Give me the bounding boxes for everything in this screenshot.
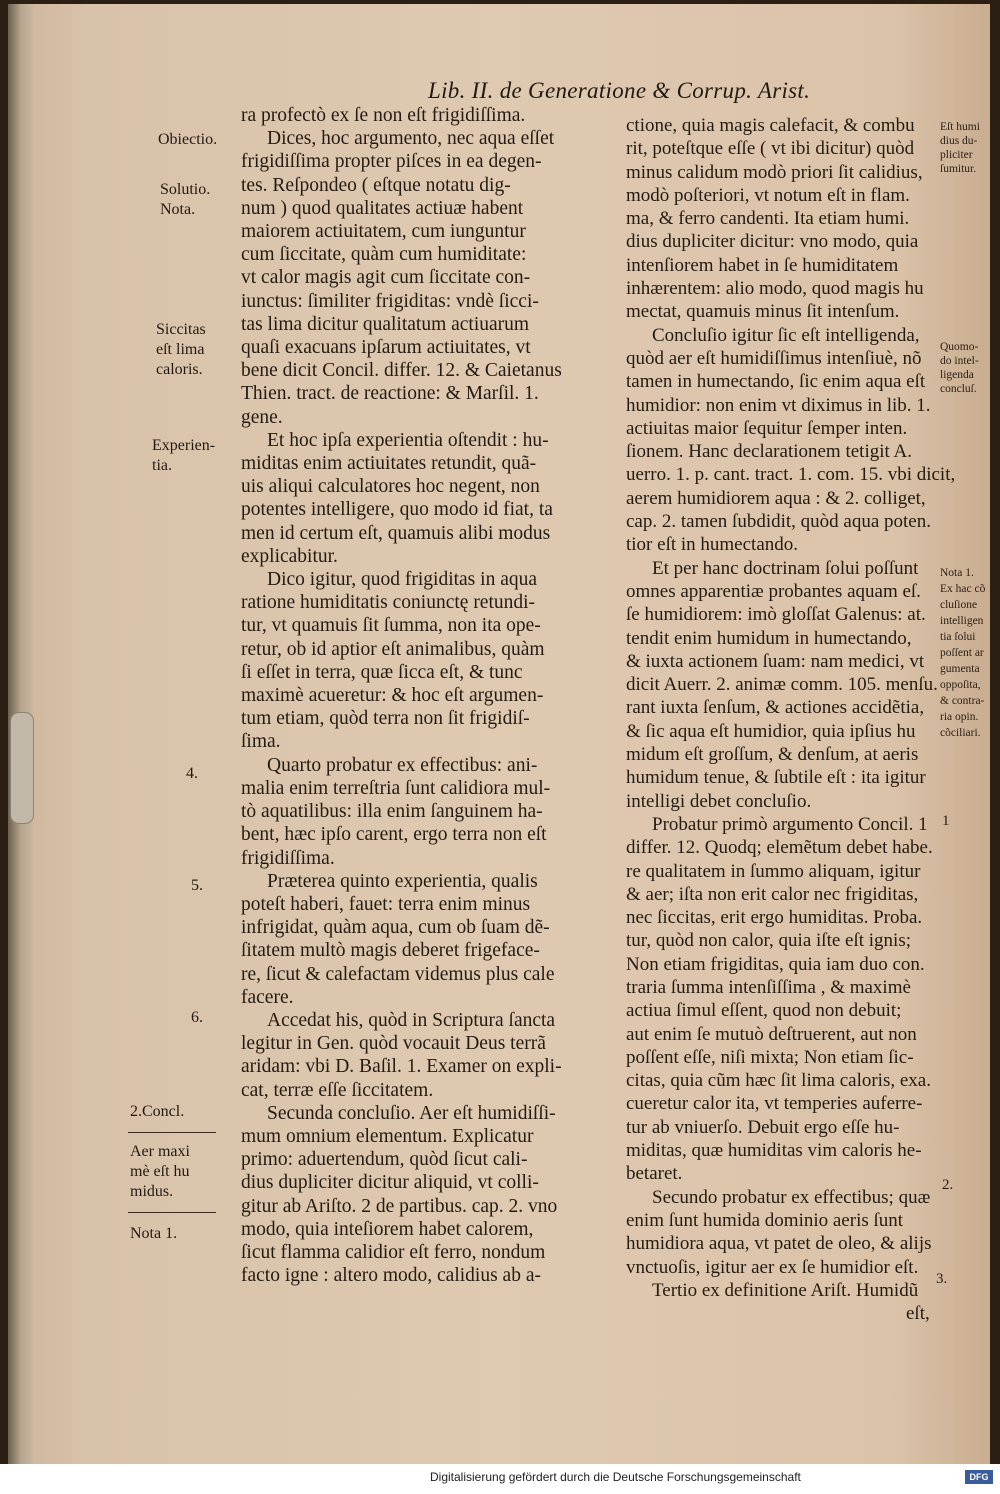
text-line: uerro. 1. p. cant. tract. 1. com. 15. vbi dicit, bbox=[626, 464, 956, 486]
text-line: miditas, quæ humiditas vim caloris he- bbox=[626, 1140, 922, 1162]
text-line: tò aquatilibus: illa enim ſanguinem ha- bbox=[241, 801, 543, 823]
text-line: midum eſt groſſum, & denſum, at aeris bbox=[626, 744, 919, 766]
text-line: mum omnium elementum. Explicatur bbox=[241, 1125, 534, 1147]
margin-note-aer-3: midus. bbox=[130, 1183, 174, 1200]
right-note-14: gumenta bbox=[940, 663, 980, 675]
text-line: quòd aer eſt humidiſſimus intenſiuè, nõ bbox=[626, 347, 922, 369]
text-line: vnctuoſis, igitur aer ex ſe humidior eſt. bbox=[626, 1256, 919, 1278]
margin-rule bbox=[128, 1132, 216, 1133]
text-line: & iuxta actionem ſuam: nam medici, vt bbox=[626, 650, 925, 672]
text-line: ſitatem multò magis deberet frigeface- bbox=[241, 940, 540, 962]
text-line: explicabitur. bbox=[241, 545, 338, 567]
text-line: legitur in Gen. quòd vocauit Deus terrã bbox=[241, 1033, 546, 1055]
text-line: citas, quia cũm hæc ſit lima caloris, exa. bbox=[626, 1070, 931, 1092]
text-line: humidiora aqua, vt patet de oleo, & alijs bbox=[626, 1233, 932, 1255]
text-line: Thien. tract. de reactione: & Marſil. 1. bbox=[241, 383, 539, 405]
left-text-column bbox=[241, 104, 591, 1287]
right-note-1: dius du- bbox=[940, 135, 978, 147]
text-line: Et per hanc doctrinam ſolui poſſunt bbox=[652, 557, 919, 579]
text-line: mectat, quamuis minus ſit intenſum. bbox=[626, 301, 900, 323]
margin-note-aer-2: mè eſt hu bbox=[130, 1163, 190, 1180]
text-line: Præterea quinto experientia, qualis bbox=[267, 870, 538, 892]
text-line: cat, terræ eſſe ſiccitatem. bbox=[241, 1079, 434, 1101]
right-note-15: oppoſita, bbox=[940, 679, 981, 691]
text-line: tur, quòd non calor, quia iſte eſt ignis; bbox=[626, 930, 912, 952]
book-page bbox=[8, 4, 990, 1464]
text-line: dius dupliciter dicitur aliquid, vt colli- bbox=[241, 1172, 539, 1194]
text-line: num ) quod qualitates actiuæ habent bbox=[241, 197, 524, 219]
text-line: intenſiorem habet in ſe humiditatem bbox=[626, 254, 899, 276]
text-line: potentes intelligere, quo modo id fiat, ta bbox=[241, 499, 553, 521]
right-note-6: ligenda bbox=[940, 369, 974, 381]
right-note-0: Eſt humi bbox=[940, 121, 980, 133]
margin-note-lima: eſt lima bbox=[156, 341, 205, 358]
right-note-10: cluſione bbox=[940, 599, 978, 611]
text-line: ma, & ferro candenti. Ita etiam humi. bbox=[626, 208, 910, 230]
text-line: frigidiſſima. bbox=[241, 847, 335, 869]
text-line: omnes apparentiæ probantes aquam eſ. bbox=[626, 580, 921, 602]
text-line: retur, ob id aptior eſt animalibus, quàm bbox=[241, 638, 545, 660]
text-line: cum ſiccitate, quàm cum humiditate: bbox=[241, 244, 527, 266]
page-clip bbox=[10, 712, 34, 824]
text-line: dius dupliciter dicitur: vno modo, quia bbox=[626, 231, 919, 253]
text-line: primo: aduertendum, quòd ſicut cali- bbox=[241, 1149, 528, 1171]
text-line: gene. bbox=[241, 406, 283, 428]
text-line: ſe humidiorem: imò gloſſat Galenus: at. bbox=[626, 604, 926, 626]
text-line: poteſt haberi, fauet: terra enim minus bbox=[241, 893, 531, 915]
right-note-16: & contra- bbox=[940, 695, 985, 707]
text-line: Probatur primò argumento Concil. 1 bbox=[652, 813, 928, 835]
right-number-2: 2. bbox=[942, 1178, 954, 1192]
text-line: Tertio ex definitione Ariſt. Humidũ bbox=[652, 1279, 919, 1301]
text-line: humidior: non enim vt diximus in lib. 1. bbox=[626, 394, 931, 416]
text-line: poſſent eſſe, niſi mixta; Non etiam ſic- bbox=[626, 1046, 914, 1068]
footer-credit: Digitalisierung gefördert durch die Deutsche Forschungsgemeinschaft bbox=[430, 1470, 801, 1484]
text-line: iunctus: ſimiliter frigiditas: vndè ſicci- bbox=[241, 290, 539, 312]
text-line: differ. 12. Quodq; elemẽtum debet habe. bbox=[626, 837, 933, 859]
right-note-9: Ex hac cõ bbox=[940, 583, 986, 595]
text-line: Dico igitur, quod frigiditas in aqua bbox=[267, 569, 538, 591]
text-line: ſicut flamma calidior eſt ferro, nondum bbox=[241, 1241, 546, 1263]
text-line: infrigidat, quàm aqua, cum ob ſuam dẽ- bbox=[241, 917, 550, 939]
text-line: re qualitatem in ſummo aliquam, igitur bbox=[626, 860, 921, 882]
text-line: modò poſteriori, vt notum eſt in flam. bbox=[626, 184, 910, 206]
margin-note-siccitas: Siccitas bbox=[156, 321, 206, 338]
text-line: tur, vt quamuis ſit ſumma, non ita ope- bbox=[241, 615, 541, 637]
text-line: facto igne : altero modo, calidius ab a- bbox=[241, 1265, 541, 1287]
margin-note-caloris: caloris. bbox=[156, 361, 203, 378]
text-line: & ſic aqua eſt humidior, quia ipſius hu bbox=[626, 720, 916, 742]
text-line: ra profectò ex ſe non eſt frigidiſſima. bbox=[241, 105, 526, 126]
text-line: tior eſt in humectando. bbox=[626, 534, 799, 556]
right-note-5: do intel- bbox=[940, 355, 979, 367]
text-line: Secunda concluſio. Aer eſt humidiſſi- bbox=[267, 1102, 556, 1124]
text-line: bent, hæc ipſo carent, ergo terra non eſt bbox=[241, 824, 547, 846]
text-line: aridam: vbi D. Baſil. 1. Examer on expli- bbox=[241, 1056, 562, 1078]
right-note-12: tia ſolui bbox=[940, 631, 976, 643]
right-note-4: Quomo- bbox=[940, 341, 979, 353]
text-line: ſima. bbox=[241, 731, 281, 753]
right-note-3: ſumitur. bbox=[940, 163, 977, 175]
right-note-11: intelligen bbox=[940, 615, 984, 627]
text-line: humidum tenue, & ſubtile eſt : ita igitur bbox=[626, 767, 926, 789]
text-line: traria ſumma intenſiſſima , & maximè bbox=[626, 976, 911, 998]
text-line: tas lima dicitur qualitatum actiuarum bbox=[241, 313, 530, 335]
margin-note-tia: tia. bbox=[152, 457, 172, 474]
text-line: cap. 2. tamen ſubdidit, quòd aqua poten. bbox=[626, 511, 931, 533]
text-line: miditas enim actiuitates retundit, quã- bbox=[241, 453, 537, 475]
running-header: Lib. II. de Generatione & Corrup. Arist. bbox=[428, 78, 811, 103]
right-note-18: cõciliari. bbox=[940, 727, 981, 739]
text-line: re, ſicut & calefactam videmus plus cale bbox=[241, 963, 555, 985]
text-line: & aer; iſta non erit calor nec frigiditas, bbox=[626, 883, 919, 905]
text-line: maiorem actiuitatem, cum iunguntur bbox=[241, 221, 526, 243]
text-line: bene dicit Concil. differ. 12. & Caietanus bbox=[241, 360, 562, 382]
right-text-column bbox=[626, 114, 956, 1325]
margin-number-5: 5. bbox=[191, 877, 203, 894]
margin-number-4: 4. bbox=[186, 765, 198, 782]
text-line: aut enim ſe mutuò deſtruerent, aut non bbox=[626, 1023, 917, 1045]
margin-note-solutio: Solutio. bbox=[160, 181, 211, 198]
text-line: nec ſiccitas, erit ergo humiditas. Proba. bbox=[626, 907, 923, 929]
right-note-13: poſſent ar bbox=[940, 647, 984, 659]
text-line: ſi eſſet in terra, quæ ſicca eſt, & tunc bbox=[241, 661, 523, 683]
text-line: actiuitas maior ſequitur ſemper inten. bbox=[626, 417, 908, 439]
text-line: betaret. bbox=[626, 1163, 683, 1185]
text-line: dicit Auerr. 2. animæ comm. 105. menſu. bbox=[626, 674, 938, 696]
text-line: Concluſio igitur ſic eſt intelligenda, bbox=[652, 324, 920, 346]
text-line: aerem humidiorem aqua : & 2. colliget, bbox=[626, 487, 926, 509]
text-line: rant iuxta ſenſum, & actiones accidẽtia, bbox=[626, 697, 925, 719]
text-line: rit, poteſtque eſſe ( vt ibi dicitur) quòd bbox=[626, 138, 915, 160]
text-line: ctione, quia magis calefacit, & combu bbox=[626, 115, 915, 136]
margin-note-nota: Nota. bbox=[160, 201, 196, 218]
text-line: actiua ſimul eſſent, quod non debuit; bbox=[626, 1000, 902, 1022]
text-line: vt calor magis agit cum ſiccitate con- bbox=[241, 267, 531, 289]
text-line: ſionem. Hanc declarationem tetigit A. bbox=[626, 441, 912, 463]
text-line: modo, quia inteſiorem habet calorem, bbox=[241, 1218, 534, 1240]
margin-number-6: 6. bbox=[191, 1009, 203, 1026]
text-line: enim ſunt humida dominio aeris ſunt bbox=[626, 1209, 904, 1231]
text-line: uis aliqui calculatores hoc negent, non bbox=[241, 476, 540, 498]
right-note-8: Nota 1. bbox=[940, 567, 974, 579]
text-line: Secundo probatur ex effectibus; quæ bbox=[652, 1186, 931, 1208]
text-line: Et hoc ipſa experientia oſtendit : hu- bbox=[267, 429, 549, 451]
text-line: tamen in humectando, ſic enim aqua eſt bbox=[626, 371, 926, 393]
margin-note-concl: 2.Concl. bbox=[130, 1103, 185, 1120]
text-line: tendit enim humidum in humectando, bbox=[626, 627, 912, 649]
right-note-17: ria opin. bbox=[940, 711, 979, 723]
margin-rule-2 bbox=[128, 1212, 216, 1213]
text-line: intelligi debet concluſio. bbox=[626, 790, 812, 812]
text-line: tes. Reſpondeo ( eſtque notatu dig- bbox=[241, 174, 511, 196]
dfg-logo: DFG bbox=[965, 1470, 993, 1484]
right-number-1: 1 bbox=[942, 814, 950, 828]
text-line: Accedat his, quòd in Scriptura ſancta bbox=[267, 1009, 556, 1031]
text-line: Quarto probatur ex effectibus: ani- bbox=[267, 754, 538, 776]
text-line: ratione humiditatis coniunctę retundi- bbox=[241, 592, 536, 614]
text-line: eſt, bbox=[906, 1303, 930, 1325]
margin-note-aer: Aer maxi bbox=[130, 1143, 190, 1160]
text-line: tur ab vniuerſo. Debuit ergo eſſe hu- bbox=[626, 1116, 900, 1138]
right-note-7: concluſ. bbox=[940, 383, 977, 395]
right-note-2: pliciter bbox=[940, 149, 973, 161]
text-line: malia enim terreſtria ſunt calidiora mul- bbox=[241, 777, 551, 799]
digitization-footer bbox=[0, 1464, 1000, 1494]
text-line: gitur ab Ariſto. 2 de partibus. cap. 2. vno bbox=[241, 1195, 558, 1217]
text-line: tum etiam, quòd terra non ſit frigidiſ- bbox=[241, 708, 530, 730]
margin-note-nota-1: Nota 1. bbox=[130, 1225, 178, 1242]
margin-note-experientia: Experien- bbox=[152, 437, 216, 454]
text-line: men id certum eſt, quamuis alibi modus bbox=[241, 522, 551, 544]
text-line: frigidiſſima propter piſces in ea degen- bbox=[241, 151, 542, 173]
text-line: Non etiam frigiditas, quia iam duo con. bbox=[626, 953, 925, 975]
text-line: quaſi exacuans ipſarum actiuitates, vt bbox=[241, 337, 531, 359]
text-line: maximè acueretur: & hoc eſt argumen- bbox=[241, 685, 544, 707]
right-number-3: 3. bbox=[936, 1272, 948, 1286]
text-line: inhærentem: alio modo, quod magis hu bbox=[626, 278, 924, 300]
margin-note-obiectio: Obiectio. bbox=[158, 131, 218, 148]
text-line: minus calidum modò priori ſit calidius, bbox=[626, 161, 923, 183]
text-line: Dices, hoc argumento, nec aqua eſſet bbox=[267, 128, 555, 150]
text-line: facere. bbox=[241, 986, 294, 1008]
text-line: cueretur calor ita, vt temperies auferre- bbox=[626, 1093, 923, 1115]
